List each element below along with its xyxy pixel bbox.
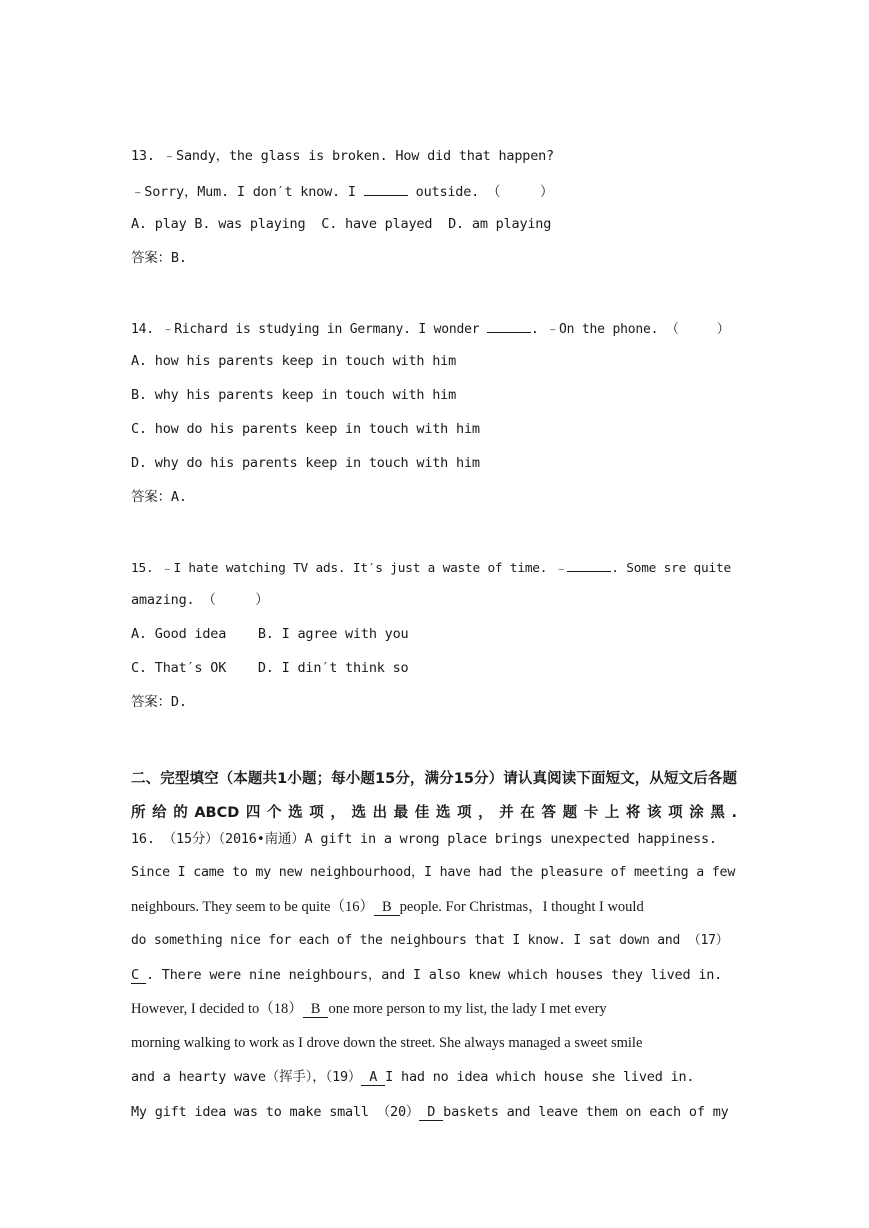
answer-blank-20: D: [419, 1104, 443, 1121]
q16-line-6-post: one more person to my list, the lady I met every: [328, 1001, 607, 1017]
q14-blank: [487, 318, 531, 333]
q16-line-9-pre: My gift idea was to make small （20）: [131, 1104, 420, 1120]
q16-line-8-post: I had no idea which house she lived in.: [385, 1069, 695, 1085]
q16-line-6: [131, 1000, 607, 1018]
q15-line-1-pre: 15. ﹣I hate watching TV ads. It′s just a waste of time. ﹣: [131, 561, 568, 576]
q13-blank: [364, 181, 408, 196]
q14-option-a: A. how his parents keep in touch with him: [131, 353, 457, 369]
q15-answer: 答案：D.: [131, 694, 187, 710]
q15-line-2: amazing. （ ）: [131, 592, 269, 608]
q14-option-d: D. why do his parents keep in touch with him: [131, 455, 480, 471]
q15-line-1: [131, 557, 731, 578]
q14-answer: 答案：A.: [131, 489, 187, 505]
q16-line-9: [131, 1103, 729, 1121]
answer-blank-16: B: [374, 899, 400, 916]
q15-line-1-post: . Some sre quite: [611, 561, 731, 576]
q16-line-3: [131, 898, 644, 916]
q13-answer: 答案：B.: [131, 250, 187, 266]
q14-option-b: B. why his parents keep in touch with him: [131, 387, 457, 403]
q15-options-ab: A. Good idea B. I agree with you: [131, 626, 409, 642]
q13-line-2: [131, 181, 553, 201]
q16-line-4: do something nice for each of the neighbours that I know. I sat down and （17）: [131, 933, 729, 948]
answer-blank-18: B: [303, 1001, 329, 1018]
q16-line-5-post: . There were nine neighbours，and I also knew which houses they lived in.: [145, 967, 723, 983]
answer-blank-17: C: [131, 967, 146, 984]
q16-line-3-pre: neighbours. They seem to be quite（16）: [131, 899, 374, 915]
q16-line-7: morning walking to work as I drove down the street. She always managed a sweet smile: [131, 1035, 643, 1051]
q14-line-1: [131, 318, 730, 339]
q15-blank: [567, 557, 611, 572]
q14-line-1-post: . ﹣On the phone. （ ）: [531, 322, 730, 337]
q16-line-6-pre: However, I decided to（18）: [131, 1001, 303, 1017]
q16-line-1: 16. （15分）（2016•南通）A gift in a wrong place brings unexpected happiness.: [131, 831, 717, 847]
q16-line-2: Since I came to my new neighbourhood，I have had the pleasure of meeting a few: [131, 865, 736, 880]
q13-line-2-post: outside. （ ）: [407, 184, 554, 200]
q16-line-8: [131, 1068, 694, 1086]
q15-options-cd: C. That′s OK D. I din′t think so: [131, 660, 409, 676]
answer-blank-19: A: [361, 1069, 385, 1086]
q16-line-9-post: baskets and leave them on each of my: [443, 1104, 729, 1120]
q16-line-3-post: people. For Christmas，I thought I would: [399, 899, 644, 915]
q16-line-8-pre: and a hearty wave（挥手），（19）: [131, 1069, 362, 1085]
q14-line-1-pre: 14. ﹣Richard is studying in Germany. I wonder: [131, 322, 487, 337]
q13-line-2-pre: ﹣Sorry，Mum. I don′t know. I: [131, 184, 364, 200]
section-2-title: 二、完型填空（本题共1小题；每小题15分，满分15分）请认真阅读下面短文，从短文后各题所给的ABCD四个选项，选出最佳选项，并在答题卡上将该项涂黑.: [131, 771, 737, 821]
q16-line-5: [131, 966, 722, 984]
q14-option-c: C. how do his parents keep in touch with him: [131, 421, 480, 437]
q13-line-1: 13. ﹣Sandy，the glass is broken. How did that happen?: [131, 148, 554, 164]
q13-options: A. play B. was playing C. have played D. am playing: [131, 216, 552, 232]
